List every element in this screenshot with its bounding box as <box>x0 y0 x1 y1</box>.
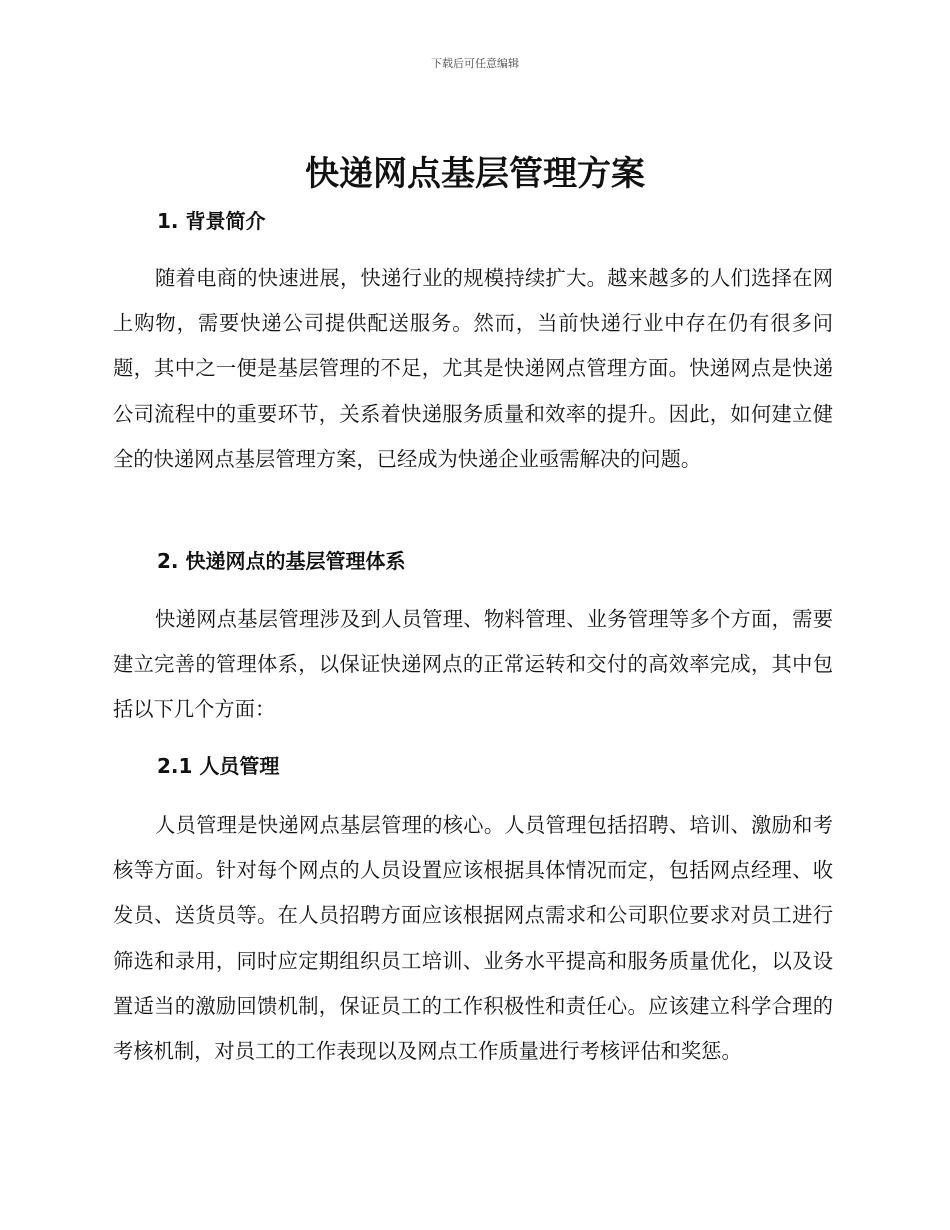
section-paragraph-management-system: 快递网点基层管理涉及到人员管理、物料管理、业务管理等多个方面，需要建立完善的管理体系，以保证快递网点的正常运转和交付的高效率完成，其中包括以下几个方面： <box>113 607 833 722</box>
section-heading-personnel: 2.1 人员管理 <box>157 754 280 778</box>
section-paragraph-background: 随着电商的快速进展，快递行业的规模持续扩大。越来越多的人们选择在网上购物，需要快递公司提供配送服务。然而，当前快递行业中存在仍有很多问题，其中之一便是基层管理的不足，尤其是快递网点管理方面。快递网点是快递公司流程中的重要环节，关系着快递服务质量和效率的提升。因此，如何建立健全的快递网点基层管理方案，已经成为快递企业亟需解决的问题。 <box>113 266 833 471</box>
section-heading-management-system: 2. 快递网点的基层管理体系 <box>157 549 406 573</box>
header-note: 下载后可任意编辑 <box>431 57 519 70</box>
section-heading-background: 1. 背景简介 <box>157 209 266 233</box>
section-paragraph-personnel: 人员管理是快递网点基层管理的核心。人员管理包括招聘、培训、激励和考核等方面。针对每个网点的人员设置应该根据具体情况而定，包括网点经理、收发员、送货员等。在人员招聘方面应该根据网点需求和公司职位要求对员工进行筛选和录用，同时应定期组织员工培训、业务水平提高和服务质量优化，以及设置适当的激励回馈机制，保证员工的工作积极性和责任心。应该建立科学合理的考核机制，对员工的工作表现以及网点工作质量进行考核评估和奖惩。 <box>113 813 833 1064</box>
document-title: 快递网点基层管理方案 <box>305 154 645 194</box>
